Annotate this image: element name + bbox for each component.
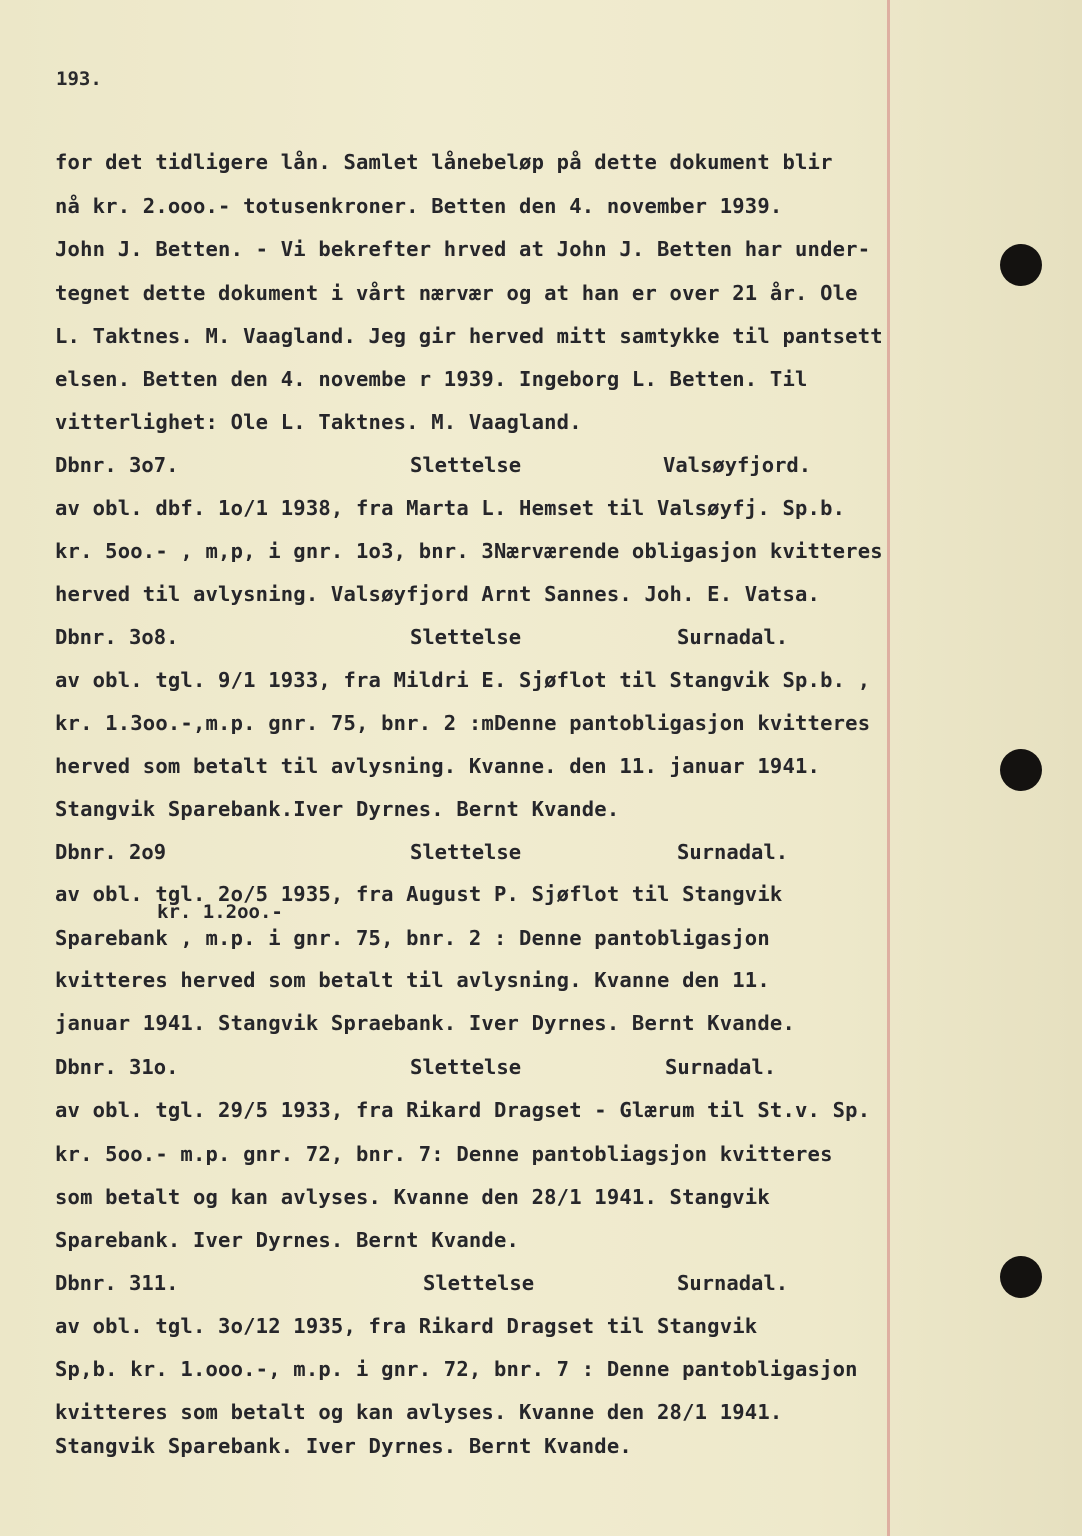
entry-place: Surnadal. (665, 1055, 777, 1079)
entry-type: Slettelse (410, 840, 522, 864)
entry-header (55, 453, 885, 481)
text-line: herved som betalt til avlysning. Kvanne. den 11. januar 1941. (55, 754, 821, 778)
text-line: januar 1941. Stangvik Spraebank. Iver Dyrnes. Bernt Kvande. (55, 1011, 795, 1035)
text-line: kr. 5oo.- m.p. gnr. 72, bnr. 7: Denne pantobliagsjon kvitteres (55, 1142, 833, 1166)
entry-dbnr: Dbnr. 311. (55, 1271, 179, 1295)
entry-dbnr: Dbnr. 31o. (55, 1055, 179, 1079)
text-line: for det tidligere lån. Samlet lånebeløp på dette dokument blir (55, 150, 833, 174)
text-line: kr. 5oo.- , m,p, i gnr. 1o3, bnr. 3Nærværende obligasjon kvitteres (55, 539, 883, 563)
entry-type: Slettelse (423, 1271, 535, 1295)
text-line: av obl. dbf. 1o/1 1938, fra Marta L. Hemset til Valsøyfj. Sp.b. (55, 496, 846, 520)
entry-header (55, 1055, 885, 1083)
text-line: L. Taktnes. M. Vaagland. Jeg gir herved mitt samtykke til pantsett (55, 324, 883, 348)
text-line: kr. 1.3oo.-,m.p. gnr. 75, bnr. 2 :mDenne pantobligasjon kvitteres (55, 711, 871, 735)
text-line: av obl. tgl. 2o/5 1935, fra August P. Sjøflot til Stangvik (55, 882, 783, 906)
text-line: som betalt og kan avlyses. Kvanne den 28/1 1941. Stangvik (55, 1185, 770, 1209)
entry-place: Surnadal. (677, 625, 789, 649)
text-line: Sparebank. Iver Dyrnes. Bernt Kvande. (55, 1228, 520, 1252)
text-line: Stangvik Sparebank. Iver Dyrnes. Bernt Kvande. (55, 1434, 632, 1458)
text-line: Sp,b. kr. 1.ooo.-, m.p. i gnr. 72, bnr. 7 : Denne pantobligasjon (55, 1357, 858, 1381)
text-line: nå kr. 2.ooo.- totusenkroner. Betten den 4. november 1939. (55, 194, 783, 218)
entry-header (55, 1271, 885, 1299)
interline-insertion: kr. 1.2oo.- (157, 901, 283, 923)
text-line: tegnet dette dokument i vårt nærvær og at han er over 21 år. Ole (55, 281, 858, 305)
text-line: av obl. tgl. 3o/12 1935, fra Rikard Dragset til Stangvik (55, 1314, 758, 1338)
punch-hole (1000, 1256, 1042, 1298)
entry-dbnr: Dbnr. 3o8. (55, 625, 179, 649)
entry-place: Surnadal. (677, 1271, 789, 1295)
entry-type: Slettelse (410, 625, 522, 649)
text-line: elsen. Betten den 4. novembe r 1939. Ingeborg L. Betten. Til (55, 367, 808, 391)
margin-line (887, 0, 890, 1536)
text-line: av obl. tgl. 9/1 1933, fra Mildri E. Sjøflot til Stangvik Sp.b. , (55, 668, 871, 692)
text-line: Sparebank , m.p. i gnr. 75, bnr. 2 : Denne pantobligasjon (55, 926, 770, 950)
text-line: Stangvik Sparebank.Iver Dyrnes. Bernt Kvande. (55, 797, 620, 821)
text-line: kvitteres herved som betalt til avlysning. Kvanne den 11. (55, 968, 770, 992)
text-line: av obl. tgl. 29/5 1933, fra Rikard Dragset - Glærum til St.v. Sp. (55, 1098, 871, 1122)
entry-type: Slettelse (410, 1055, 522, 1079)
entry-place: Surnadal. (677, 840, 789, 864)
text-line: kvitteres som betalt og kan avlyses. Kvanne den 28/1 1941. (55, 1400, 783, 1424)
entry-type: Slettelse (410, 453, 522, 477)
entry-dbnr: Dbnr. 2o9 (55, 840, 167, 864)
punch-hole (1000, 749, 1042, 791)
text-line: herved til avlysning. Valsøyfjord Arnt Sannes. Joh. E. Vatsa. (55, 582, 821, 606)
entry-header (55, 840, 885, 868)
entry-header (55, 625, 885, 653)
punch-hole (1000, 244, 1042, 286)
text-line: John J. Betten. - Vi bekrefter hrved at John J. Betten har under- (55, 237, 871, 261)
text-line: vitterlighet: Ole L. Taktnes. M. Vaagland. (55, 410, 582, 434)
entry-place: Valsøyfjord. (663, 453, 812, 477)
entry-dbnr: Dbnr. 3o7. (55, 453, 179, 477)
page-number: 193. (56, 68, 102, 90)
